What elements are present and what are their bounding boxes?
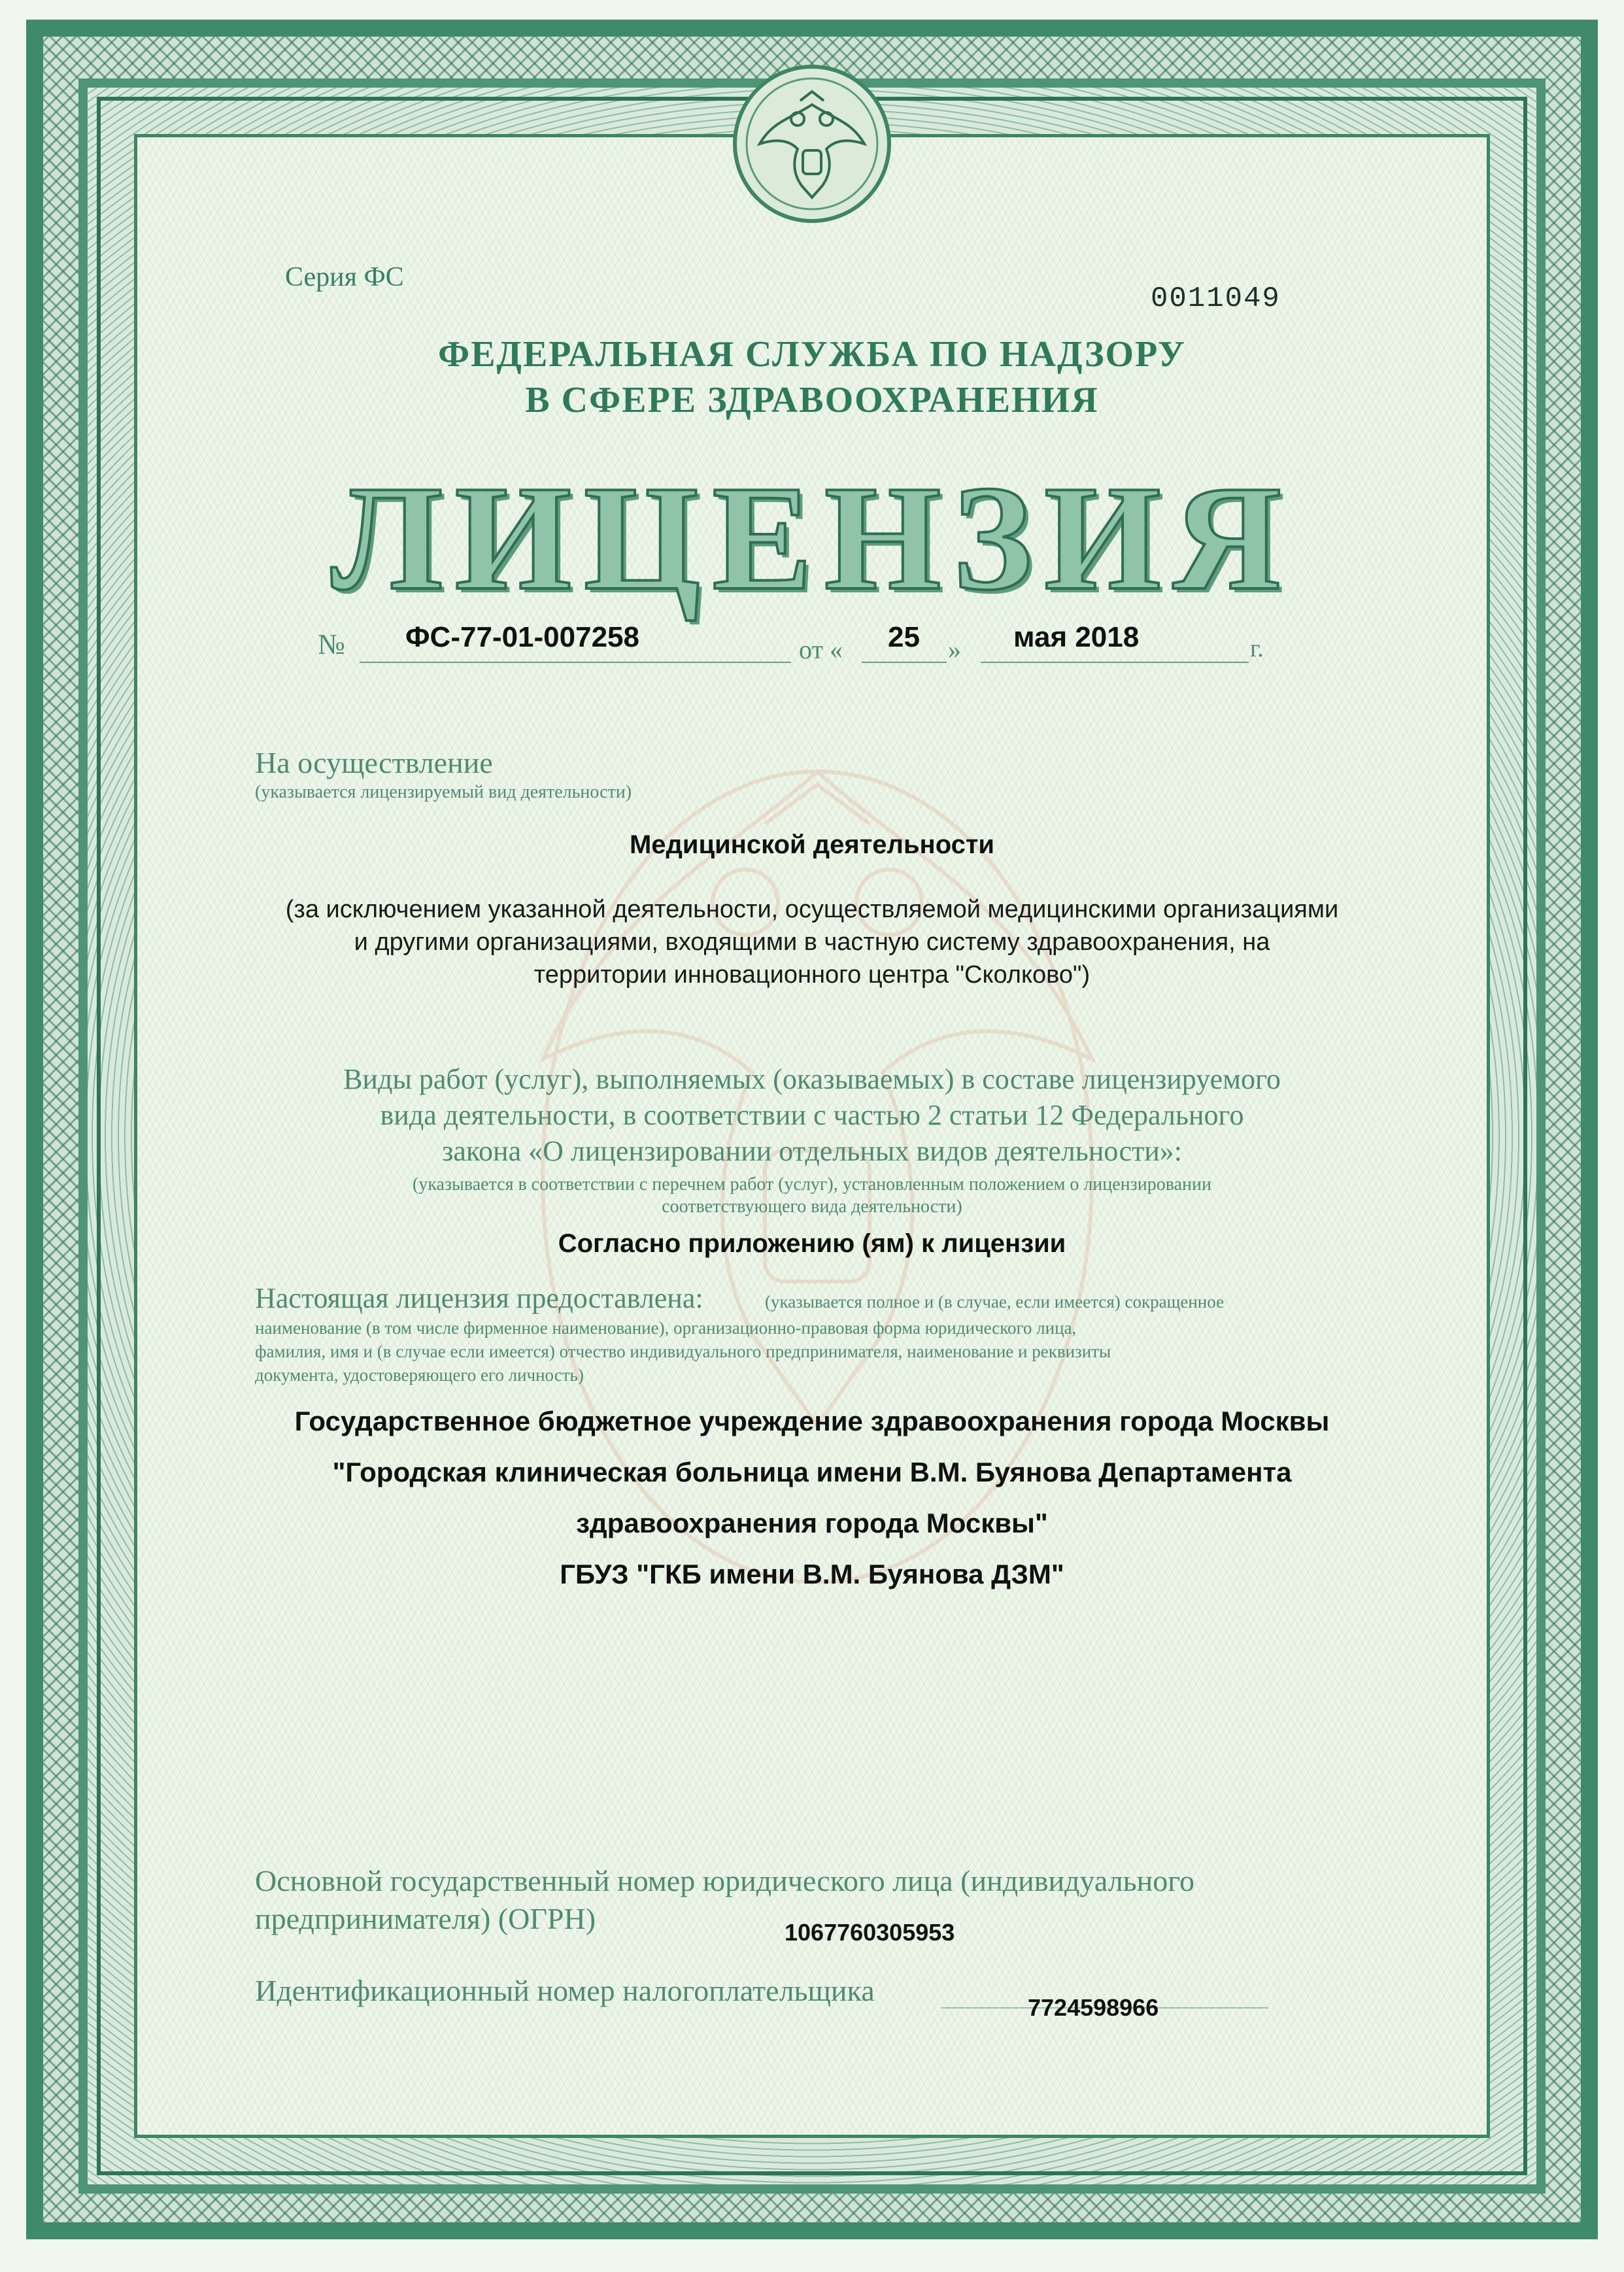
licensee-hint-line-4: документа, удостоверяющего его личность) bbox=[255, 1365, 584, 1385]
license-number: ФС-77-01-007258 bbox=[405, 621, 639, 653]
licensee-hint-line-1: (указывается полное и (в случае, если имеется) сокращенное bbox=[765, 1292, 1225, 1312]
license-month-year: мая 2018 bbox=[1013, 621, 1140, 653]
works-label-line-1: Виды работ (услуг), выполняемых (оказываемых) в составе лицензируемого bbox=[343, 1063, 1281, 1095]
works-label-line-3: закона «О лицензировании отдельных видов деятельности»: bbox=[441, 1135, 1183, 1167]
works-hint-line-2: соответствующего вида деятельности) bbox=[662, 1196, 962, 1217]
licensee-name-line-3: здравоохранения города Москвы" bbox=[576, 1508, 1048, 1538]
ogrn-label-line-2: предпринимателя) (ОГРН) bbox=[255, 1902, 596, 1935]
licensee-hint-line-2: наименование (в том числе фирменное наименование), организационно-правовая форма юридического лица, bbox=[255, 1318, 1077, 1338]
activity-hint: (указывается лицензируемый вид деятельности) bbox=[255, 782, 632, 802]
day-close-quote: » bbox=[948, 635, 961, 664]
works-value: Согласно приложению (ям) к лицензии bbox=[558, 1229, 1066, 1258]
agency-name-line-1: ФЕДЕРАЛЬНАЯ СЛУЖБА ПО НАДЗОРУ bbox=[437, 334, 1187, 375]
licensee-name-line-2: "Городская клиническая больница имени В.М. Буянова Департамента bbox=[332, 1457, 1292, 1487]
blank-number: 0011049 bbox=[1151, 282, 1281, 315]
activity-note-line-3: территории инновационного центра "Сколково") bbox=[533, 961, 1091, 989]
document-title: ЛИЦЕНЗИЯ bbox=[331, 454, 1293, 621]
month-underline bbox=[981, 662, 1249, 663]
licensee-label: Настоящая лицензия предоставлена: bbox=[255, 1282, 703, 1314]
title-container bbox=[0, 451, 1624, 624]
date-from-label: от « bbox=[799, 635, 843, 664]
ogrn-label-line-1: Основной государственный номер юридического лица (индивидуального bbox=[255, 1864, 1194, 1897]
year-suffix: г. bbox=[1250, 635, 1264, 662]
ogrn-value: 1067760305953 bbox=[785, 1919, 955, 1946]
licensee-short-name: ГБУЗ "ГКБ имени В.М. Буянова ДЗМ" bbox=[560, 1559, 1064, 1589]
activity-note-line-2: и другими организациями, входящими в частную систему здравоохранения, на bbox=[354, 928, 1270, 956]
licensee-name-line-1: Государственное бюджетное учреждение здравоохранения города Москвы bbox=[294, 1406, 1330, 1436]
series-label: Серия ФС bbox=[285, 262, 404, 292]
coat-of-arms-icon bbox=[727, 59, 897, 229]
activity-note-line-1: (за исключением указанной деятельности, осуществляемой медицинскими организациями bbox=[285, 896, 1339, 923]
works-label-line-2: вида деятельности, в соответствии с частью 2 статьи 12 Федерального bbox=[380, 1099, 1244, 1131]
number-sign: № bbox=[318, 628, 345, 660]
inn-value: 7724598966 bbox=[1028, 1994, 1159, 2021]
works-hint-line-1: (указывается в соответствии с перечнем работ (услуг), установленным положением о лицензировании bbox=[413, 1174, 1211, 1195]
activity-label: На осуществление bbox=[255, 746, 493, 779]
license-day: 25 bbox=[888, 621, 920, 653]
day-underline bbox=[862, 662, 947, 663]
licensee-hint-line-3: фамилия, имя и (в случае если имеется) отчество индивидуального предпринимателя, наименование и реквизиты bbox=[255, 1342, 1111, 1361]
activity-value: Медицинской деятельности bbox=[629, 830, 995, 859]
number-underline bbox=[360, 662, 791, 663]
agency-name-line-2: В СФЕРЕ ЗДРАВООХРАНЕНИЯ bbox=[525, 380, 1099, 420]
inn-label: Идентификационный номер налогоплательщика bbox=[255, 1974, 875, 2007]
